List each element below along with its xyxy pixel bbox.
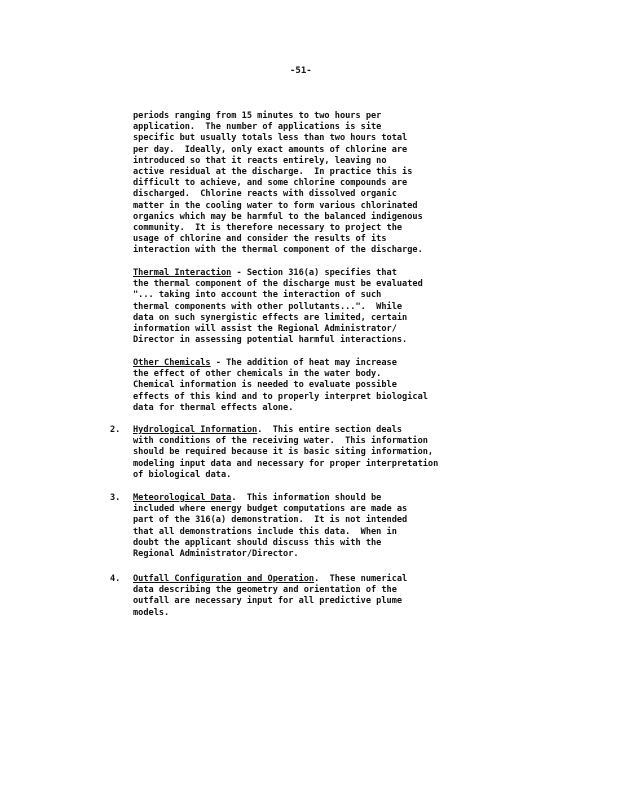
text-line: discharged. Chlorine reacts with dissolved organic xyxy=(133,189,397,200)
text-line: data on such synergistic effects are limited, certain xyxy=(133,312,408,323)
other-chemicals-paragraph xyxy=(133,358,478,414)
intro-paragraph xyxy=(133,111,478,257)
text-line: active residual at the discharge. In practice this is xyxy=(133,167,413,178)
page-number: -51- xyxy=(290,66,312,76)
text-line: thermal components with other pollutants...". While xyxy=(133,301,403,312)
other-chemicals-heading: Other Chemicals xyxy=(133,358,211,368)
item-number: 4. xyxy=(110,574,121,584)
text-line: the thermal component of the discharge must be evaluated xyxy=(133,279,423,290)
text-line: information will assist the Regional Administrator/ xyxy=(133,324,397,335)
text-line: interaction with the thermal component of the discharge. xyxy=(133,245,423,256)
text-line: that all demonstrations include this data. When in xyxy=(133,526,397,537)
text-line: usage of chlorine and consider the results of its xyxy=(133,234,387,245)
text-line: with conditions of the receiving water. This information xyxy=(133,436,428,447)
text-line: Director in assessing potential harmful interactions. xyxy=(133,335,408,346)
text-line: included where energy budget computations are made as xyxy=(133,504,408,515)
text-line: modeling input data and necessary for proper interpretation xyxy=(133,458,439,469)
text-line: difficult to achieve, and some chlorine compounds are xyxy=(133,178,408,189)
text-line: models. xyxy=(133,607,170,618)
item-number: 3. xyxy=(110,493,121,503)
text-line: Chemical information is needed to evaluate possible xyxy=(133,380,397,391)
text-line: specific but usually totals less than two hours total xyxy=(133,133,408,144)
text-line: Regional Administrator/Director. xyxy=(133,549,299,560)
text-line: . This entire section deals xyxy=(257,425,403,435)
text-line: introduced so that it reacts entirely, leaving no xyxy=(133,155,387,166)
text-line: outfall are necessary input for all predictive plume xyxy=(133,596,403,607)
text-line: data describing the geometry and orientation of the xyxy=(133,585,397,596)
text-line: community. It is therefore necessary to project the xyxy=(133,223,403,234)
outfall-configuration-heading: Outfall Configuration and Operation xyxy=(133,574,315,584)
text-line: application. The number of applications is site xyxy=(133,122,382,133)
item-number: 2. xyxy=(110,425,121,435)
outfall-configuration-item xyxy=(133,574,478,619)
hydrological-information-item xyxy=(133,425,478,481)
text-line: . This information should be xyxy=(231,493,382,503)
text-line: should be required because it is basic siting information, xyxy=(133,447,434,458)
hydrological-information-heading: Hydrological Information xyxy=(133,425,258,435)
text-line: of biological data. xyxy=(133,469,232,480)
text-line: - Section 316(a) specifies that xyxy=(231,268,397,278)
text-line: doubt the applicant should discuss this with the xyxy=(133,537,382,548)
thermal-interaction-heading: Thermal Interaction xyxy=(133,268,232,278)
meteorological-data-heading: Meteorological Data xyxy=(133,493,232,503)
text-line: periods ranging from 15 minutes to two hours per xyxy=(133,111,382,121)
text-line: organics which may be harmful to the balanced indigenous xyxy=(133,211,423,222)
meteorological-data-item xyxy=(133,493,478,560)
text-line: "... taking into account the interaction of such xyxy=(133,290,382,301)
text-line: data for thermal effects alone. xyxy=(133,402,294,413)
text-line: . These numerical xyxy=(314,574,408,584)
text-line: per day. Ideally, only exact amounts of chlorine are xyxy=(133,144,408,155)
text-line: effects of this kind and to properly interpret biological xyxy=(133,391,428,402)
text-line: part of the 316(a) demonstration. It is not intended xyxy=(133,515,408,526)
text-line: matter in the cooling water to form various chlorinated xyxy=(133,200,418,211)
text-line: - The addition of heat may increase xyxy=(210,358,397,368)
text-line: the effect of other chemicals in the water body. xyxy=(133,369,382,380)
thermal-interaction-paragraph xyxy=(133,268,478,346)
